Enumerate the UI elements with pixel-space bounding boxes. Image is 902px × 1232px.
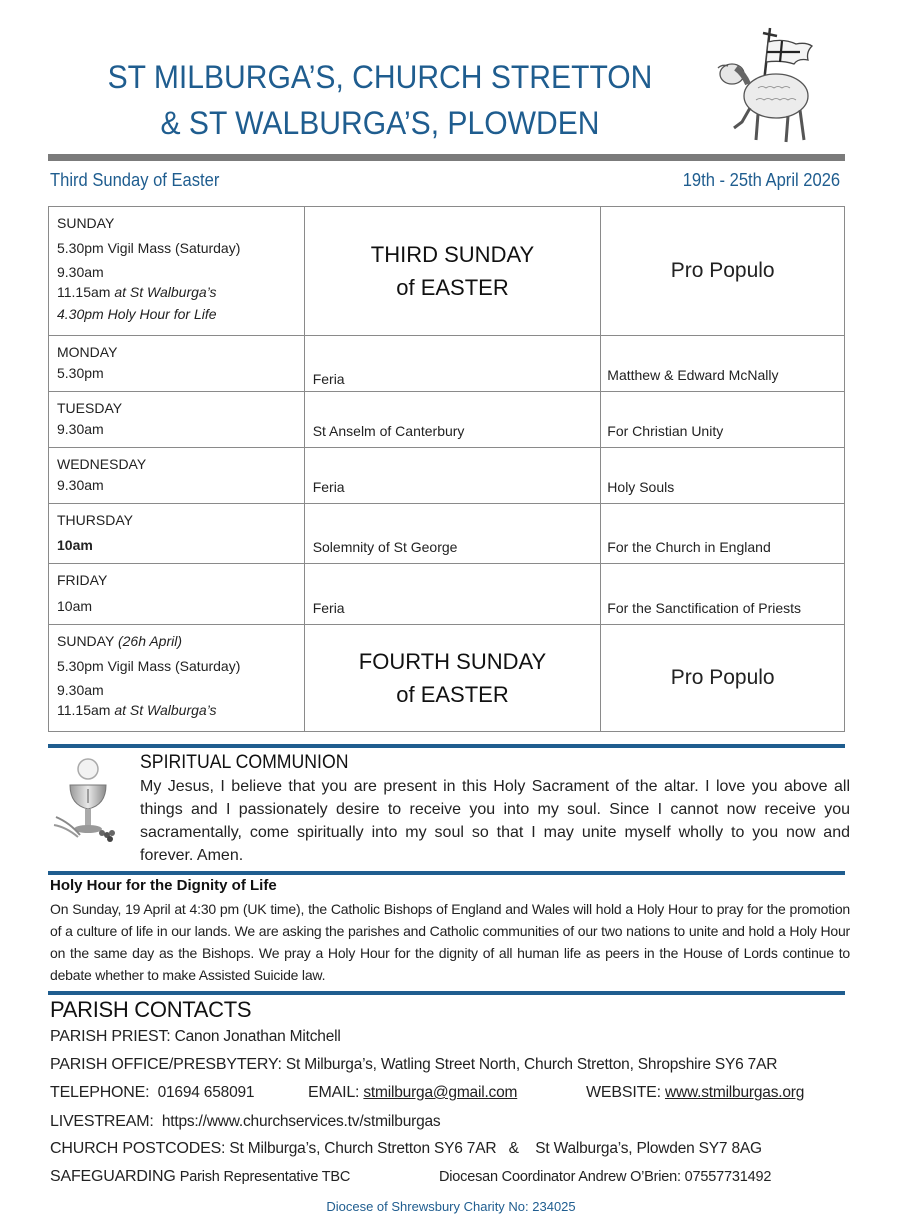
- day-label: THURSDAY: [57, 512, 133, 528]
- spiritual-communion-prayer: My Jesus, I believe that you are present in this Holy Sacrament of the altar. I love you above all things and I passionately desire to receive you into my soul. Since I cannot now receive you sacramentally, come spiritually into my soul so that I may unite myself wholly to you now and forever. Amen.: [140, 778, 850, 864]
- mass-time: 9.30am: [57, 264, 104, 280]
- table-row-thursday: [49, 504, 845, 564]
- mass-schedule-table: [48, 206, 845, 732]
- table-row-sunday: [49, 207, 845, 336]
- parish-priest-line: [50, 1028, 341, 1046]
- safeguarding-coordinator: Diocesan Coordinator Andrew O’Brien: 07557731492: [439, 1169, 772, 1185]
- section-divider: [48, 871, 845, 875]
- intention: For the Church in England: [607, 539, 771, 555]
- sunday-intention-cell: [601, 207, 845, 336]
- header-divider: [48, 154, 845, 161]
- day-label: SUNDAY: [57, 633, 115, 649]
- mass-time: 5.30pm Vigil Mass (Saturday): [57, 658, 241, 674]
- intention: Matthew & Edward McNally: [607, 367, 779, 383]
- chalice-and-host-icon: [50, 755, 128, 847]
- day-label: MONDAY: [57, 344, 118, 360]
- office-label: PARISH OFFICE/PRESBYTERY:: [50, 1056, 282, 1073]
- parish-contacts-title: PARISH CONTACTS: [50, 997, 252, 1022]
- website-label: WEBSITE:: [586, 1084, 661, 1101]
- intention: For the Sanctification of Priests: [607, 600, 802, 616]
- feast: Feria: [312, 371, 345, 387]
- mass-time: 10am: [57, 598, 93, 614]
- intention: For Christian Unity: [607, 423, 724, 439]
- table-row-tuesday: [49, 392, 845, 448]
- intention: Holy Souls: [607, 479, 675, 495]
- intention: Pro Populo: [670, 259, 775, 282]
- postcode-separator: &: [508, 1140, 519, 1157]
- feast-line1: THIRD SUNDAY: [370, 242, 535, 267]
- mass-location: at St Walburga’s: [114, 702, 217, 718]
- feast: St Anselm of Canterbury: [312, 423, 465, 439]
- mass-time: 9.30am: [57, 421, 104, 437]
- safeguarding-line: [50, 1168, 350, 1186]
- sunday-feast-cell: [304, 207, 601, 336]
- email-link[interactable]: stmilburga@gmail.com: [363, 1084, 518, 1101]
- day-note: (26h April): [117, 633, 183, 649]
- mass-time: 11.15am: [57, 284, 111, 300]
- mass-time: 5.30pm Vigil Mass (Saturday): [57, 240, 241, 256]
- postcodes-line: [50, 1140, 762, 1158]
- priest-label: PARISH PRIEST:: [50, 1028, 171, 1045]
- section-divider: [48, 744, 845, 748]
- safeguarding-rep: Parish Representative TBC: [179, 1169, 351, 1185]
- mass-time: 10am: [57, 537, 93, 553]
- mass-location: at St Walburga’s: [114, 284, 217, 300]
- feast: Feria: [312, 600, 345, 616]
- contact-details-line: [50, 1084, 254, 1102]
- charity-number: Diocese of Shrewsbury Charity No: 234025: [326, 1199, 576, 1214]
- feast: Solemnity of St George: [312, 539, 458, 555]
- liturgical-week: Third Sunday of Easter: [50, 170, 220, 190]
- holy-hour-text: On Sunday, 19 April at 4:30 pm (UK time), the Catholic Bishops of England and Wales will hold a Holy Hour to pray for the promotion of a culture of life in our lands. We are asking the parishes and Catholic communities of our two nations to unite and hold a Holy Hour on the same day as the Bishops. We pray a Holy Hour for the dignity of all human life as peers in the House of Lords continue to debate whether to make Assisted Suicide law.: [50, 901, 850, 983]
- email-label: EMAIL:: [308, 1084, 360, 1101]
- postcode-st-milburgas: St Milburga’s, Church Stretton SY6 7AR: [229, 1140, 497, 1157]
- table-row-next-sunday: [49, 625, 845, 732]
- livestream-line: [50, 1113, 440, 1131]
- parish-title-line1: ST MILBURGA’S, CHURCH STRETTON: [107, 59, 653, 95]
- spiritual-communion-title: SPIRITUAL COMMUNION: [140, 752, 349, 773]
- lamb-of-god-with-banner-icon: [708, 22, 818, 147]
- table-row-friday: [49, 564, 845, 625]
- holy-hour-time: 4.30pm Holy Hour for Life: [57, 306, 217, 322]
- feast-line2: of EASTER: [396, 682, 509, 707]
- day-label: TUESDAY: [57, 400, 123, 416]
- parish-title-line2: & ST WALBURGA’S, PLOWDEN: [160, 105, 600, 141]
- postcodes-label: CHURCH POSTCODES:: [50, 1140, 226, 1157]
- table-row-wednesday: [49, 448, 845, 504]
- priest-name: Canon Jonathan Mitchell: [174, 1028, 341, 1045]
- mass-time: 9.30am: [57, 682, 104, 698]
- telephone-label: TELEPHONE:: [50, 1084, 150, 1101]
- office-address: St Milburga’s, Watling Street North, Church Stretton, Shropshire SY6 7AR: [285, 1056, 778, 1073]
- day-label: SUNDAY: [57, 215, 115, 231]
- day-label: FRIDAY: [57, 572, 108, 588]
- feast-line2: of EASTER: [396, 275, 509, 300]
- section-divider: [48, 991, 845, 995]
- sunday-times-cell: [49, 207, 305, 336]
- date-range: 19th - 25th April 2026: [682, 170, 840, 190]
- parish-office-line: [50, 1056, 777, 1074]
- livestream-label: LIVESTREAM:: [50, 1113, 154, 1130]
- feast-line1: FOURTH SUNDAY: [358, 649, 547, 674]
- postcode-st-walburgas: St Walburga’s, Plowden SY7 8AG: [535, 1140, 762, 1157]
- intention: Pro Populo: [670, 666, 775, 689]
- feast: Feria: [312, 479, 345, 495]
- mass-time: 9.30am: [57, 477, 104, 493]
- holy-hour-title: Holy Hour for the Dignity of Life: [50, 877, 277, 894]
- website-link[interactable]: www.stmilburgas.org: [664, 1084, 805, 1101]
- day-label: WEDNESDAY: [57, 456, 147, 472]
- telephone-number: 01694 658091: [157, 1084, 255, 1101]
- safeguarding-label: SAFEGUARDING: [50, 1168, 176, 1185]
- livestream-url[interactable]: https://www.churchservices.tv/stmilburgas: [161, 1113, 441, 1130]
- parish-title: [79, 54, 681, 146]
- mass-time: 11.15am: [57, 702, 111, 718]
- table-row-monday: [49, 336, 845, 392]
- mass-time: 5.30pm: [57, 365, 104, 381]
